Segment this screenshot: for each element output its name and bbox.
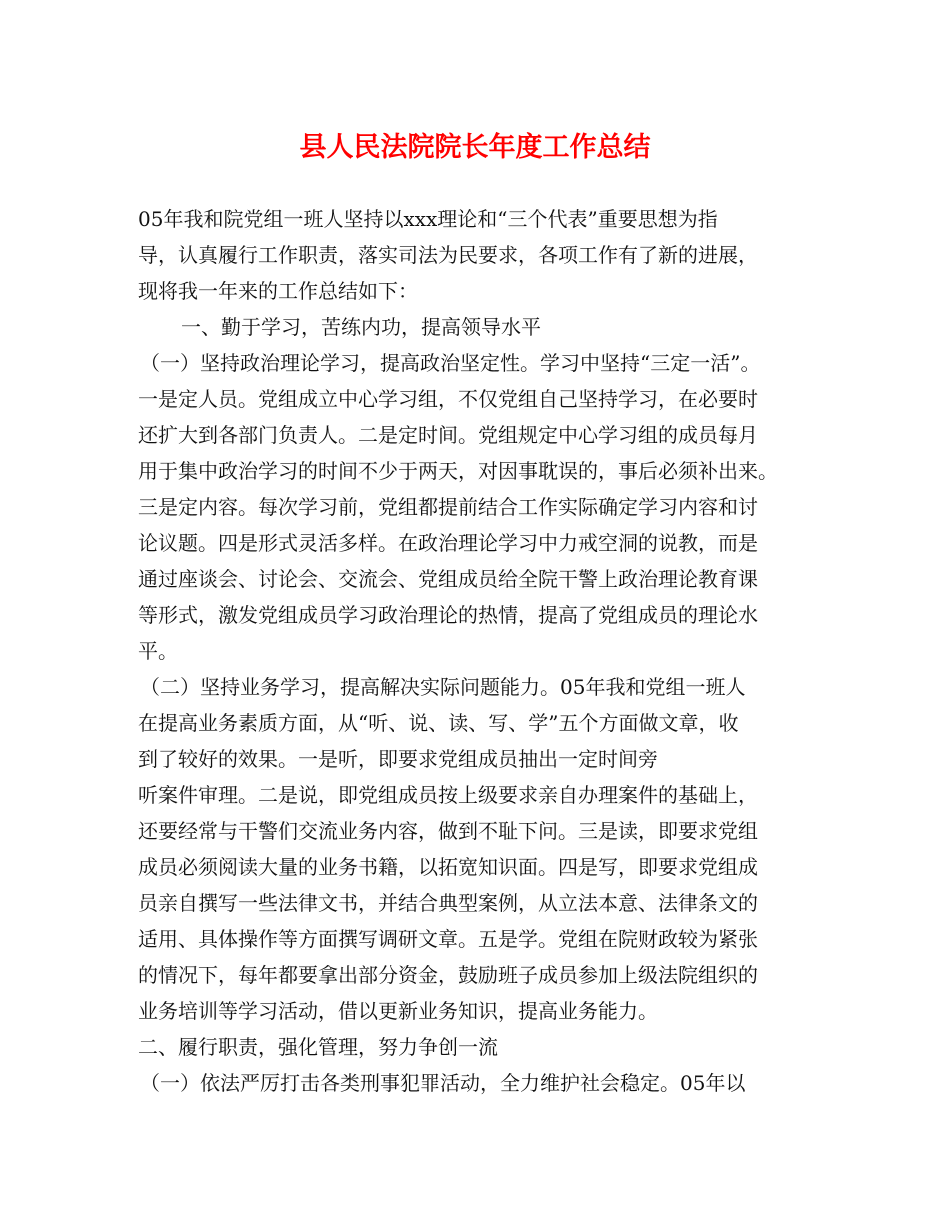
document-title: 县人民法院院长年度工作总结 <box>299 132 651 163</box>
body-line-22: 的情况下，每年都要拿出部分资金，鼓励班子成员参加上级法院组织的 <box>138 963 758 987</box>
body-line-20: 员亲自撰写一些法律文书，并结合典型案例，从立法本意、法律条文的 <box>138 891 758 915</box>
body-line-10: 论议题。四是形式灵活多样。在政治理论学习中力戒空洞的说教，而是 <box>138 531 758 555</box>
body-line-23: 业务培训等学习活动，借以更新业务知识，提高业务能力。 <box>138 999 658 1023</box>
body-line-21: 适用、具体操作等方面撰写调研文章。五是学。党组在院财政较为紧张 <box>138 927 758 951</box>
body-line-8: 用于集中政治学习的时间不少于两天，对因事耽误的，事后必须补出来。 <box>138 459 778 483</box>
body-line-9: 三是定内容。每次学习前，党组都提前结合工作实际确定学习内容和讨 <box>138 495 758 519</box>
section-heading-2: 二、履行职责，强化管理，努力争创一流 <box>138 1035 498 1059</box>
body-line-6: 一是定人员。党组成立中心学习组，不仅党组自己坚持学习，在必要时 <box>138 387 758 411</box>
body-line-7: 还扩大到各部门负责人。二是定时间。党组规定中心学习组的成员每月 <box>138 423 758 447</box>
body-line-12: 等形式，激发党组成员学习政治理论的热情，提高了党组成员的理论水 <box>138 603 758 627</box>
body-line-1: 05年我和院党组一班人坚持以xxx理论和“三个代表”重要思想为指 <box>138 207 718 231</box>
section-heading-1: 一、勤于学习，苦练内功，提高领导水平 <box>181 315 541 339</box>
body-line-17: 听案件审理。二是说，即党组成员按上级要求亲自办理案件的基础上， <box>138 783 758 807</box>
body-line-14: （二）坚持业务学习，提高解决实际问题能力。05年我和党组一班人 <box>140 675 746 699</box>
body-line-11: 通过座谈会、讨论会、交流会、党组成员给全院干警上政治理论教育课 <box>138 567 758 591</box>
body-line-16: 到了较好的效果。一是听，即要求党组成员抽出一定时间旁 <box>138 747 658 771</box>
body-line-19: 成员必须阅读大量的业务书籍，以拓宽知识面。四是写，即要求党组成 <box>138 855 758 879</box>
body-line-3: 现将我一年来的工作总结如下： <box>138 279 418 303</box>
body-line-25: （一）依法严厉打击各类刑事犯罪活动，全力维护社会稳定。05年以 <box>140 1071 746 1095</box>
body-line-5: （一）坚持政治理论学习，提高政治坚定性。学习中坚持“三定一活”。 <box>140 351 761 375</box>
body-line-2: 导，认真履行工作职责，落实司法为民要求，各项工作有了新的进展， <box>138 243 758 267</box>
body-line-13: 平。 <box>138 639 178 663</box>
body-line-15: 在提高业务素质方面，从“听、说、读、写、学”五个方面做文章，收 <box>138 711 739 735</box>
body-line-18: 还要经常与干警们交流业务内容，做到不耻下问。三是读，即要求党组 <box>138 819 758 843</box>
